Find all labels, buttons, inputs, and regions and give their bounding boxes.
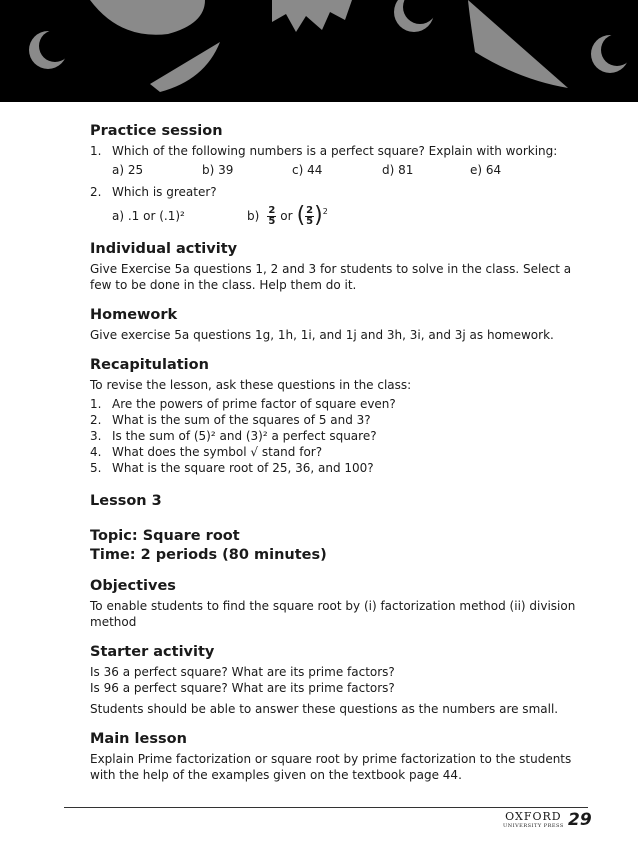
list-item: 5. What is the square root of 25, 36, and 100? xyxy=(90,461,374,475)
recap-heading: Recapitulation xyxy=(90,357,209,373)
starter-line-2: Is 96 a perfect square? What are its prime factors? xyxy=(90,681,395,695)
decorative-banner xyxy=(0,0,638,102)
list-item: 2. What is the sum of the squares of 5 and 3? xyxy=(90,413,371,427)
starter-heading: Starter activity xyxy=(90,644,215,660)
question-2-options: a) .1 or (.1)² b) $\frac{2}{5}$ or ( $\frac{2}{5}$ ) 2 xyxy=(112,203,328,228)
list-item: 1. Are the powers of prime factor of square even? xyxy=(90,397,396,411)
fraction-in-parens: $\frac{2}{5}$ xyxy=(306,204,314,227)
recap-list xyxy=(90,396,590,476)
page-number: 29 xyxy=(568,810,592,830)
option-a: a) 25 xyxy=(112,163,144,177)
option-2a: a) .1 or (.1)² xyxy=(112,209,185,223)
footer-rule xyxy=(64,807,588,808)
list-item: 4. What does the symbol √ stand for? xyxy=(90,445,323,459)
lesson-time: Time: 2 periods (80 minutes) xyxy=(90,547,327,563)
option-e: e) 64 xyxy=(470,163,502,177)
homework-heading: Homework xyxy=(90,307,178,323)
option-d: d) 81 xyxy=(382,163,414,177)
lesson-title: Lesson 3 xyxy=(90,493,162,509)
question-1: 1. Which of the following numbers is a perfect square? Explain with working: xyxy=(90,144,558,158)
starter-line-1: Is 36 a perfect square? What are its prime factors? xyxy=(90,665,395,679)
main-text: Explain Prime factorization or square root by prime factorization to the students with the help of the examples given on the textbook page 44. xyxy=(90,752,572,782)
question-2: 2. Which is greater? xyxy=(90,185,217,199)
option-c: c) 44 xyxy=(292,163,323,177)
fraction: $\frac{2}{5}$ xyxy=(268,204,276,227)
exponent: 2 xyxy=(322,207,328,216)
publisher-logo: OXFORD UNIVERSITY PRESS xyxy=(503,810,564,829)
lesson-topic: Topic: Square root xyxy=(90,528,240,544)
homework-text: Give exercise 5a questions 1g, 1h, 1i, and 1j and 3h, 3i, and 3j as homework. xyxy=(90,328,554,342)
option-b: b) 39 xyxy=(202,163,234,177)
practice-heading: Practice session xyxy=(90,123,223,139)
individual-heading: Individual activity xyxy=(90,241,238,257)
individual-text: Give Exercise 5a questions 1, 2 and 3 for students to solve in the class. Select a few to be done in the class. Help them do it. xyxy=(90,262,572,292)
option-2b-label: b) xyxy=(247,209,260,223)
question-1-options xyxy=(112,162,590,178)
objectives-text: To enable students to find the square root by (i) factorization method (ii) division method xyxy=(90,599,576,629)
list-item: 3. Is the sum of (5)² and (3)² a perfect square? xyxy=(90,429,377,443)
starter-line-3: Students should be able to answer these questions as the numbers are small. xyxy=(90,702,559,716)
objectives-heading: Objectives xyxy=(90,578,176,594)
recap-intro: To revise the lesson, ask these questions in the class: xyxy=(90,378,412,392)
main-heading: Main lesson xyxy=(90,731,187,747)
